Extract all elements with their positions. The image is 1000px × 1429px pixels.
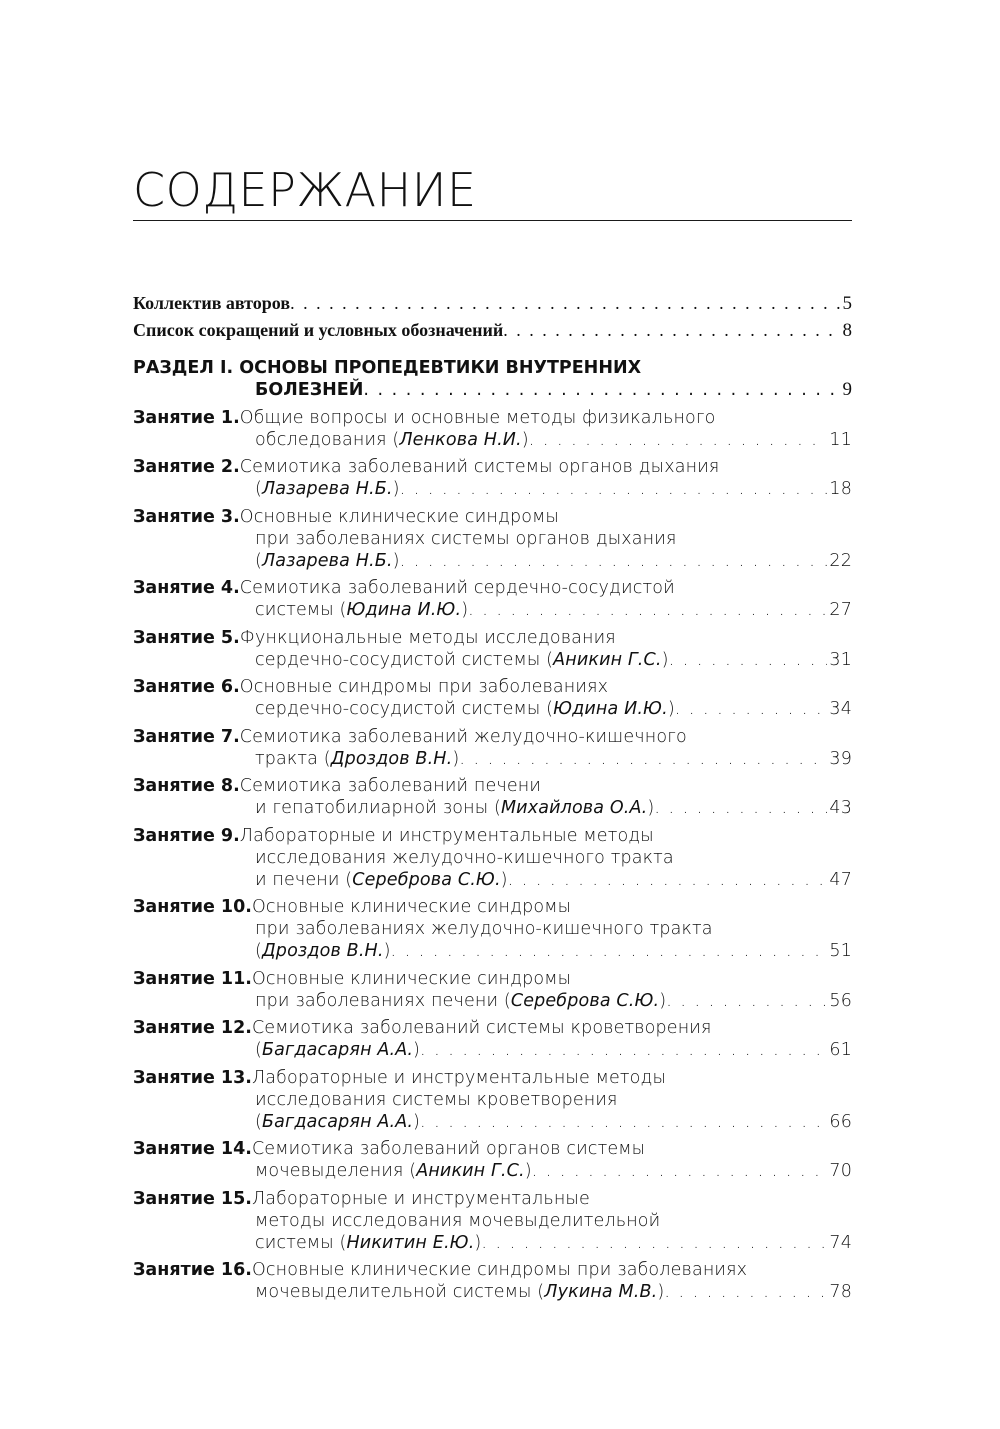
closing-paren: ) [474, 1232, 482, 1253]
dot-leader [459, 748, 827, 770]
entry-line [133, 649, 852, 671]
lesson-title-line: Основные клинические синдромы [239, 506, 559, 527]
lesson-title-tail: ( [255, 941, 262, 961]
dot-leader [666, 990, 827, 1012]
entry-line [133, 1039, 852, 1061]
page-number: 51 [829, 941, 852, 961]
entry-line [133, 1067, 852, 1089]
lesson-title-line: Основные клинические синдромы [251, 968, 572, 989]
dot-leader [664, 1281, 827, 1303]
lesson-author: Ленкова Н.И. [399, 429, 522, 450]
entry-line [133, 456, 852, 478]
lesson-title-tail: системы ( [255, 1232, 347, 1253]
entry-line [133, 506, 852, 528]
entry-line [133, 698, 852, 720]
lesson-title-tail: и гепатобилиарной зоны ( [255, 798, 501, 818]
lesson-author: Багдасарян А.А. [261, 1111, 414, 1132]
dot-leader [400, 550, 828, 572]
entry-line [133, 1232, 852, 1254]
entry-line [133, 1111, 852, 1133]
lesson-title-line: Семиотика заболеваний органов системы [251, 1139, 646, 1159]
lesson-title-line: Функциональные методы исследования [239, 627, 616, 648]
lesson-label: Занятие 8. [133, 776, 240, 796]
dot-leader [420, 1111, 827, 1133]
page-number: 8 [842, 320, 852, 341]
lesson-title-end [255, 1232, 481, 1254]
page-number: 66 [829, 1111, 852, 1132]
entry-line [133, 825, 852, 847]
toc-entry-authors[interactable] [133, 290, 852, 317]
page-number: 34 [829, 699, 852, 719]
lesson-title-end [255, 940, 391, 962]
closing-paren: ) [657, 1282, 665, 1302]
toc-entry-lesson-11[interactable] [133, 968, 852, 1012]
lesson-label: Занятие 10. [133, 897, 252, 917]
lesson-title-line: Семиотика заболеваний желудочно-кишечного [239, 726, 687, 747]
entry-line [133, 797, 852, 819]
entry-line [133, 1138, 852, 1160]
table-of-contents [133, 290, 852, 1303]
lesson-title-end [255, 797, 654, 819]
closing-paren: ) [521, 429, 529, 450]
page-number: 70 [829, 1161, 852, 1181]
closing-paren: ) [413, 1111, 421, 1132]
lesson-label: Занятие 11. [133, 968, 252, 989]
toc-entry-lesson-13[interactable] [133, 1067, 852, 1133]
page-number: 39 [829, 748, 852, 769]
toc-entry-lesson-3[interactable] [133, 506, 852, 572]
dot-leader [420, 1039, 827, 1061]
dot-leader [508, 869, 828, 891]
toc-entry-lesson-7[interactable] [133, 726, 852, 770]
lesson-label: Занятие 7. [133, 726, 240, 747]
toc-entry-lesson-16[interactable] [133, 1259, 852, 1303]
page-number: 47 [829, 869, 852, 890]
page-number: 27 [829, 600, 852, 620]
lesson-title-line: Лабораторные и инструментальные методы [251, 1067, 667, 1088]
toc-entry-lesson-4[interactable] [133, 577, 852, 621]
closing-paren: ) [661, 649, 669, 670]
page-number: 31 [829, 649, 852, 670]
title-rule [133, 220, 852, 221]
lesson-title-end [255, 478, 400, 500]
lesson-title-line: исследования системы кроветворения [255, 1089, 618, 1110]
lesson-title-tail: обследования ( [255, 429, 400, 450]
lesson-title-line: Лабораторные и инструментальные методы [239, 825, 654, 846]
entry-line [133, 940, 852, 962]
entry-line [133, 748, 852, 770]
page-number: 43 [829, 798, 852, 818]
lesson-author: Багдасарян А.А. [261, 1040, 414, 1060]
entry-line [133, 528, 852, 550]
entry-line [133, 478, 852, 500]
dot-leader [532, 1160, 828, 1182]
lesson-title-tail: мочевыделения ( [255, 1161, 417, 1181]
lesson-label: Занятие 5. [133, 627, 240, 648]
lesson-title-tail: ( [255, 1111, 262, 1132]
lesson-author: Сереброва С.Ю. [352, 869, 501, 890]
entry-line [133, 1017, 852, 1039]
lesson-title-line: Семиотика заболеваний системы органов дыхания [239, 457, 720, 477]
lesson-title-end [255, 698, 675, 720]
dot-leader [400, 478, 828, 500]
lesson-title-tail: системы ( [255, 600, 347, 620]
lesson-title-end [255, 1111, 420, 1133]
lesson-author: Лукина М.В. [544, 1282, 658, 1302]
entry-line [133, 599, 852, 621]
lesson-title-tail: мочевыделительной системы ( [255, 1282, 545, 1302]
lesson-list [133, 407, 852, 1304]
dot-leader [481, 1232, 827, 1254]
page-number: 11 [829, 429, 852, 450]
lesson-title-tail: при заболеваниях печени ( [255, 990, 511, 1011]
lesson-title-end [255, 550, 400, 572]
closing-paren: ) [647, 798, 655, 818]
lesson-title-line: при заболеваниях системы органов дыхания [255, 528, 677, 549]
entry-line [133, 550, 852, 572]
lesson-author: Никитин Е.Ю. [346, 1232, 475, 1253]
dot-leader [529, 429, 828, 451]
lesson-label: Занятие 3. [133, 506, 240, 527]
entry-line [133, 918, 852, 940]
entry-line [133, 577, 852, 599]
closing-paren: ) [392, 479, 400, 499]
entry-title: Коллектив авторов [133, 293, 291, 313]
toc-entry-lesson-15[interactable] [133, 1188, 852, 1254]
entry-line [133, 429, 852, 451]
closing-paren: ) [461, 600, 469, 620]
toc-entry-lesson-2[interactable] [133, 456, 852, 500]
entry-line [133, 726, 852, 748]
lesson-title-line: Лабораторные и инструментальные [251, 1188, 590, 1209]
lesson-author: Аникин Г.С. [416, 1161, 525, 1181]
lesson-title-line: методы исследования мочевыделительной [255, 1210, 661, 1231]
section-title-line: РАЗДЕЛ I. ОСНОВЫ ПРОПЕДЕВТИКИ ВНУТРЕННИХ [133, 358, 642, 378]
lesson-title-line: Основные клинические синдромы при заболеваниях [251, 1260, 748, 1280]
lesson-author: Дроздов В.Н. [261, 941, 384, 961]
page-title: СОДЕРЖАНИЕ [133, 163, 477, 217]
lesson-title-tail: ( [255, 479, 262, 499]
entry-line [133, 896, 852, 918]
page-number: 74 [829, 1232, 852, 1253]
lesson-title-end [255, 1160, 532, 1182]
entry-line [133, 1210, 852, 1232]
lesson-author: Михайлова О.А. [500, 798, 648, 818]
dot-leader [669, 649, 828, 671]
toc-entry-lesson-10[interactable] [133, 896, 852, 962]
entry-line [133, 847, 852, 869]
lesson-title-line: Основные синдромы при заболеваниях [239, 677, 609, 697]
lesson-title-end [255, 869, 508, 891]
entry-line [133, 407, 852, 429]
page-number: 5 [842, 293, 852, 314]
toc-entry-lesson-1[interactable] [133, 407, 852, 451]
closing-paren: ) [667, 699, 675, 719]
dot-leader [391, 940, 828, 962]
lesson-title-tail: и печени ( [255, 869, 353, 890]
dot-leader [503, 317, 840, 344]
closing-paren: ) [383, 941, 391, 961]
lesson-label: Занятие 15. [133, 1188, 252, 1209]
lesson-label: Занятие 2. [133, 457, 240, 477]
page-number: 56 [829, 990, 852, 1011]
lesson-author: Юдина И.Ю. [553, 699, 668, 719]
lesson-label: Занятие 4. [133, 578, 240, 598]
lesson-title-end [255, 429, 529, 451]
entry-line [133, 869, 852, 891]
page-number: 22 [829, 550, 852, 571]
entry-line [133, 627, 852, 649]
dot-leader [363, 379, 840, 401]
lesson-title-tail: сердечно-сосудистой системы ( [255, 649, 554, 670]
lesson-title-end [255, 748, 459, 770]
lesson-author: Дроздов В.Н. [330, 748, 453, 769]
lesson-label: Занятие 16. [133, 1260, 252, 1280]
lesson-author: Сереброва С.Ю. [510, 990, 660, 1011]
closing-paren: ) [452, 748, 460, 769]
lesson-title-end [255, 649, 669, 671]
page-number: 61 [829, 1040, 852, 1060]
lesson-title-tail: ( [255, 1040, 262, 1060]
lesson-label: Занятие 1. [133, 407, 240, 428]
dot-leader [468, 599, 827, 621]
closing-paren: ) [413, 1040, 421, 1060]
lesson-author: Лазарева Н.Б. [261, 479, 393, 499]
closing-paren: ) [500, 869, 508, 890]
lesson-title-tail: сердечно-сосудистой системы ( [255, 699, 554, 719]
closing-paren: ) [659, 990, 667, 1011]
closing-paren: ) [524, 1161, 532, 1181]
lesson-label: Занятие 9. [133, 825, 240, 846]
entry-title: Список сокращений и условных обозначений [133, 320, 504, 340]
lesson-title-end [255, 1039, 420, 1061]
lesson-title-end [255, 599, 468, 621]
lesson-title-line: при заболеваниях желудочно-кишечного тракта [255, 919, 713, 939]
entry-line [133, 1089, 852, 1111]
lesson-title-line: Семиотика заболеваний печени [239, 776, 542, 796]
lesson-title-line: Основные клинические синдромы [251, 897, 572, 917]
entry-line [133, 990, 852, 1012]
dot-leader [675, 698, 828, 720]
lesson-author: Аникин Г.С. [553, 649, 662, 670]
lesson-title-line: Семиотика заболеваний системы кроветворения [251, 1018, 712, 1038]
toc-entry-lesson-9[interactable] [133, 825, 852, 891]
lesson-author: Лазарева Н.Б. [261, 550, 393, 571]
closing-paren: ) [392, 550, 400, 571]
entry-line [133, 775, 852, 797]
toc-entry-lesson-8[interactable] [133, 775, 852, 819]
entry-line [133, 1259, 852, 1281]
lesson-author: Юдина И.Ю. [346, 600, 462, 620]
entry-line [133, 1160, 852, 1182]
lesson-label: Занятие 6. [133, 677, 240, 697]
toc-entry-lesson-5[interactable] [133, 627, 852, 671]
dot-leader [290, 290, 840, 317]
entry-line [133, 1188, 852, 1210]
lesson-title-line: исследования желудочно-кишечного тракта [255, 847, 674, 868]
lesson-title-tail: тракта ( [255, 748, 331, 769]
page-number: 78 [829, 1282, 852, 1302]
toc-entry-lesson-12[interactable] [133, 1017, 852, 1061]
page-number: 9 [842, 379, 852, 400]
toc-entry-lesson-6[interactable] [133, 676, 852, 720]
lesson-label: Занятие 13. [133, 1067, 252, 1088]
section-title-line: БОЛЕЗНЕЙ [255, 380, 364, 400]
lesson-label: Занятие 14. [133, 1139, 252, 1159]
lesson-label: Занятие 12. [133, 1018, 252, 1038]
toc-entry-lesson-14[interactable] [133, 1138, 852, 1182]
lesson-title-line: Общие вопросы и основные методы физикального [239, 407, 716, 428]
toc-entry-abbreviations[interactable] [133, 317, 852, 344]
entry-line [133, 676, 852, 698]
page-number: 18 [829, 479, 852, 499]
entry-line [133, 1281, 852, 1303]
toc-section-1[interactable] [133, 357, 852, 401]
entry-line [133, 968, 852, 990]
lesson-title-line: Семиотика заболеваний сердечно-сосудистой [239, 578, 675, 598]
lesson-title-end [255, 990, 666, 1012]
lesson-title-end [255, 1281, 664, 1303]
dot-leader [654, 797, 827, 819]
lesson-title-tail: ( [255, 550, 262, 571]
